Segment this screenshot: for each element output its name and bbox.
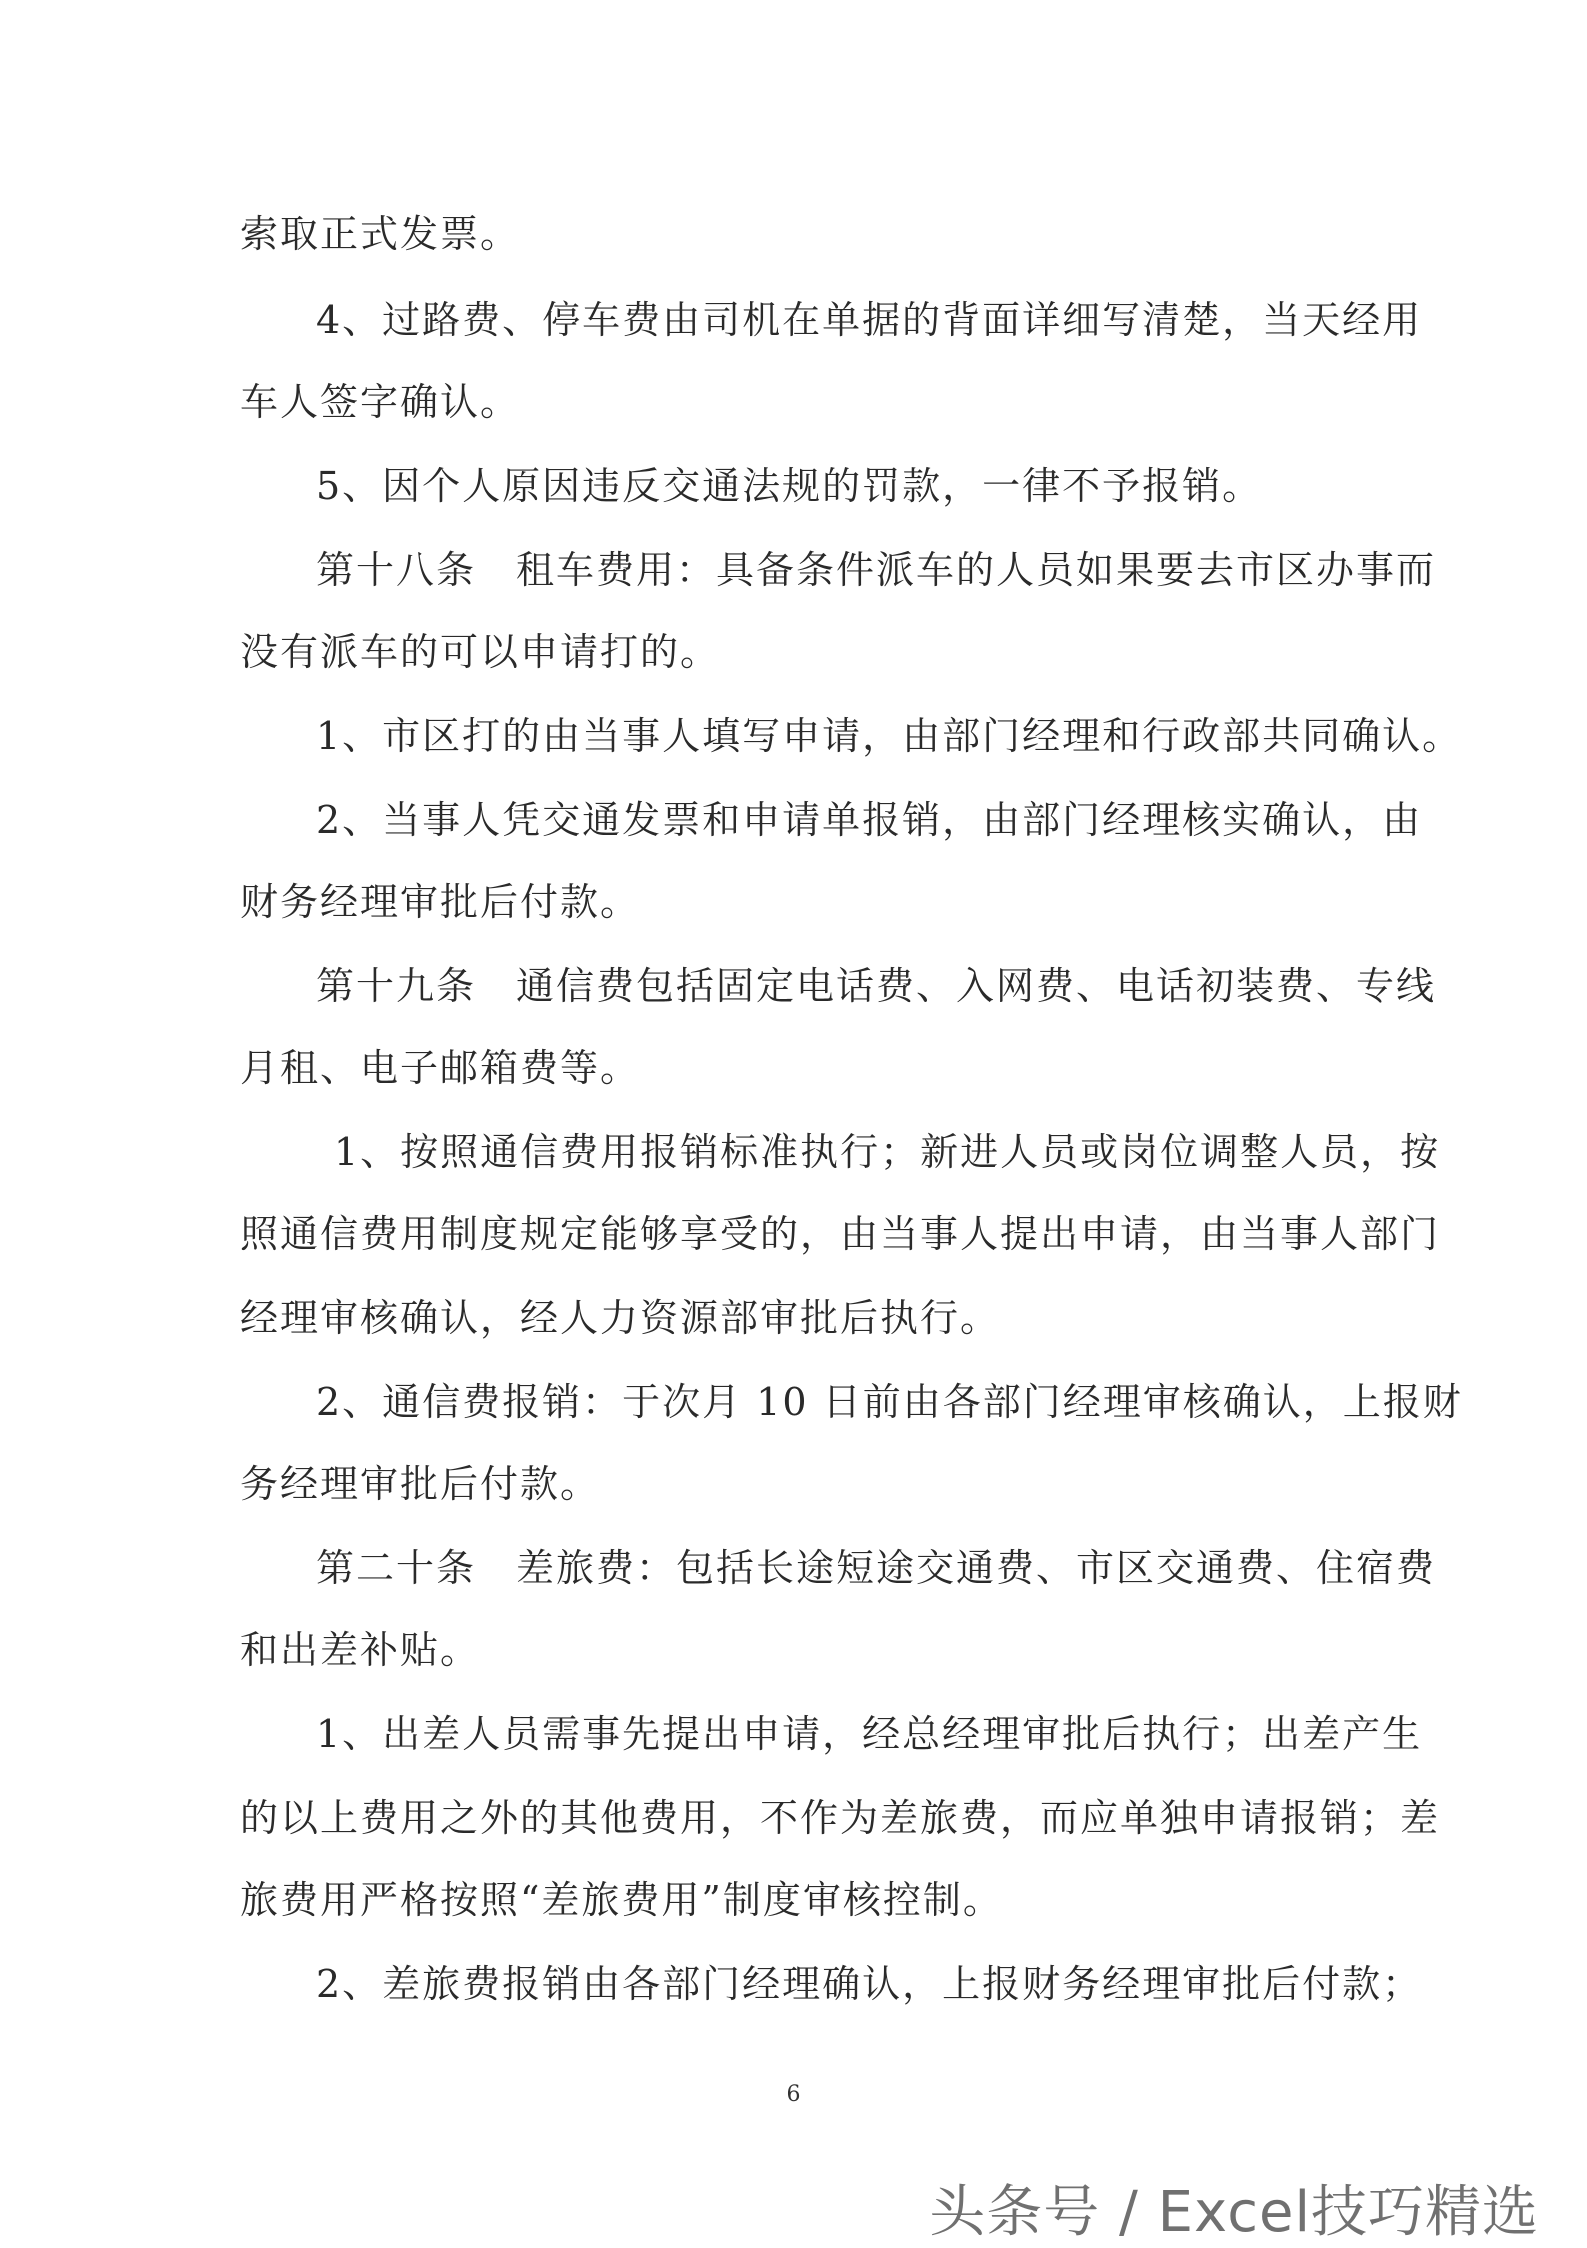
text-line: 旅费用严格按照“差旅费用”制度审核控制。 xyxy=(240,1878,1003,1922)
text-line: 第十八条 租车费用：具备条件派车的人员如果要去市区办事而 xyxy=(316,548,1437,592)
text-line: 的以上费用之外的其他费用，不作为差旅费，而应单独申请报销；差 xyxy=(240,1796,1441,1840)
text-line: 月租、电子邮箱费等。 xyxy=(240,1046,641,1090)
page-number: 6 xyxy=(786,2082,801,2107)
text-line: 2、当事人凭交通发票和申请单报销，由部门经理核实确认，由 xyxy=(316,798,1423,842)
text-line: 索取正式发票。 xyxy=(240,212,521,256)
text-line: 4、过路费、停车费由司机在单据的背面详细写清楚，当天经用 xyxy=(316,298,1423,342)
text-line: 和出差补贴。 xyxy=(240,1628,481,1672)
text-line: 1、按照通信费用报销标准执行；新进人员或岗位调整人员，按 xyxy=(334,1130,1441,1174)
text-line: 5、因个人原因违反交通法规的罚款，一律不予报销。 xyxy=(316,464,1263,508)
watermark: 头条号 / Excel技巧精选 xyxy=(929,2180,1539,2245)
text-line: 没有派车的可以申请打的。 xyxy=(240,630,721,674)
text-line: 第二十条 差旅费：包括长途短途交通费、市区交通费、住宿费 xyxy=(316,1546,1437,1590)
text-line: 1、出差人员需事先提出申请，经总经理审批后执行；出差产生 xyxy=(316,1712,1423,1756)
text-line: 第十九条 通信费包括固定电话费、入网费、电话初装费、专线 xyxy=(316,964,1437,1008)
text-line: 经理审核确认，经人力资源部审批后执行。 xyxy=(240,1296,1001,1340)
text-line: 财务经理审批后付款。 xyxy=(240,880,641,924)
text-line: 照通信费用制度规定能够享受的，由当事人提出申请，由当事人部门 xyxy=(240,1212,1441,1256)
text-line: 2、差旅费报销由各部门经理确认，上报财务经理审批后付款； xyxy=(316,1962,1423,2006)
text-line: 1、市区打的由当事人填写申请，由部门经理和行政部共同确认。 xyxy=(316,714,1463,758)
text-line: 2、通信费报销：于次月 10 日前由各部门经理审核确认，上报财 xyxy=(316,1380,1463,1424)
text-line: 务经理审批后付款。 xyxy=(240,1462,601,1506)
text-line: 车人签字确认。 xyxy=(240,380,521,424)
